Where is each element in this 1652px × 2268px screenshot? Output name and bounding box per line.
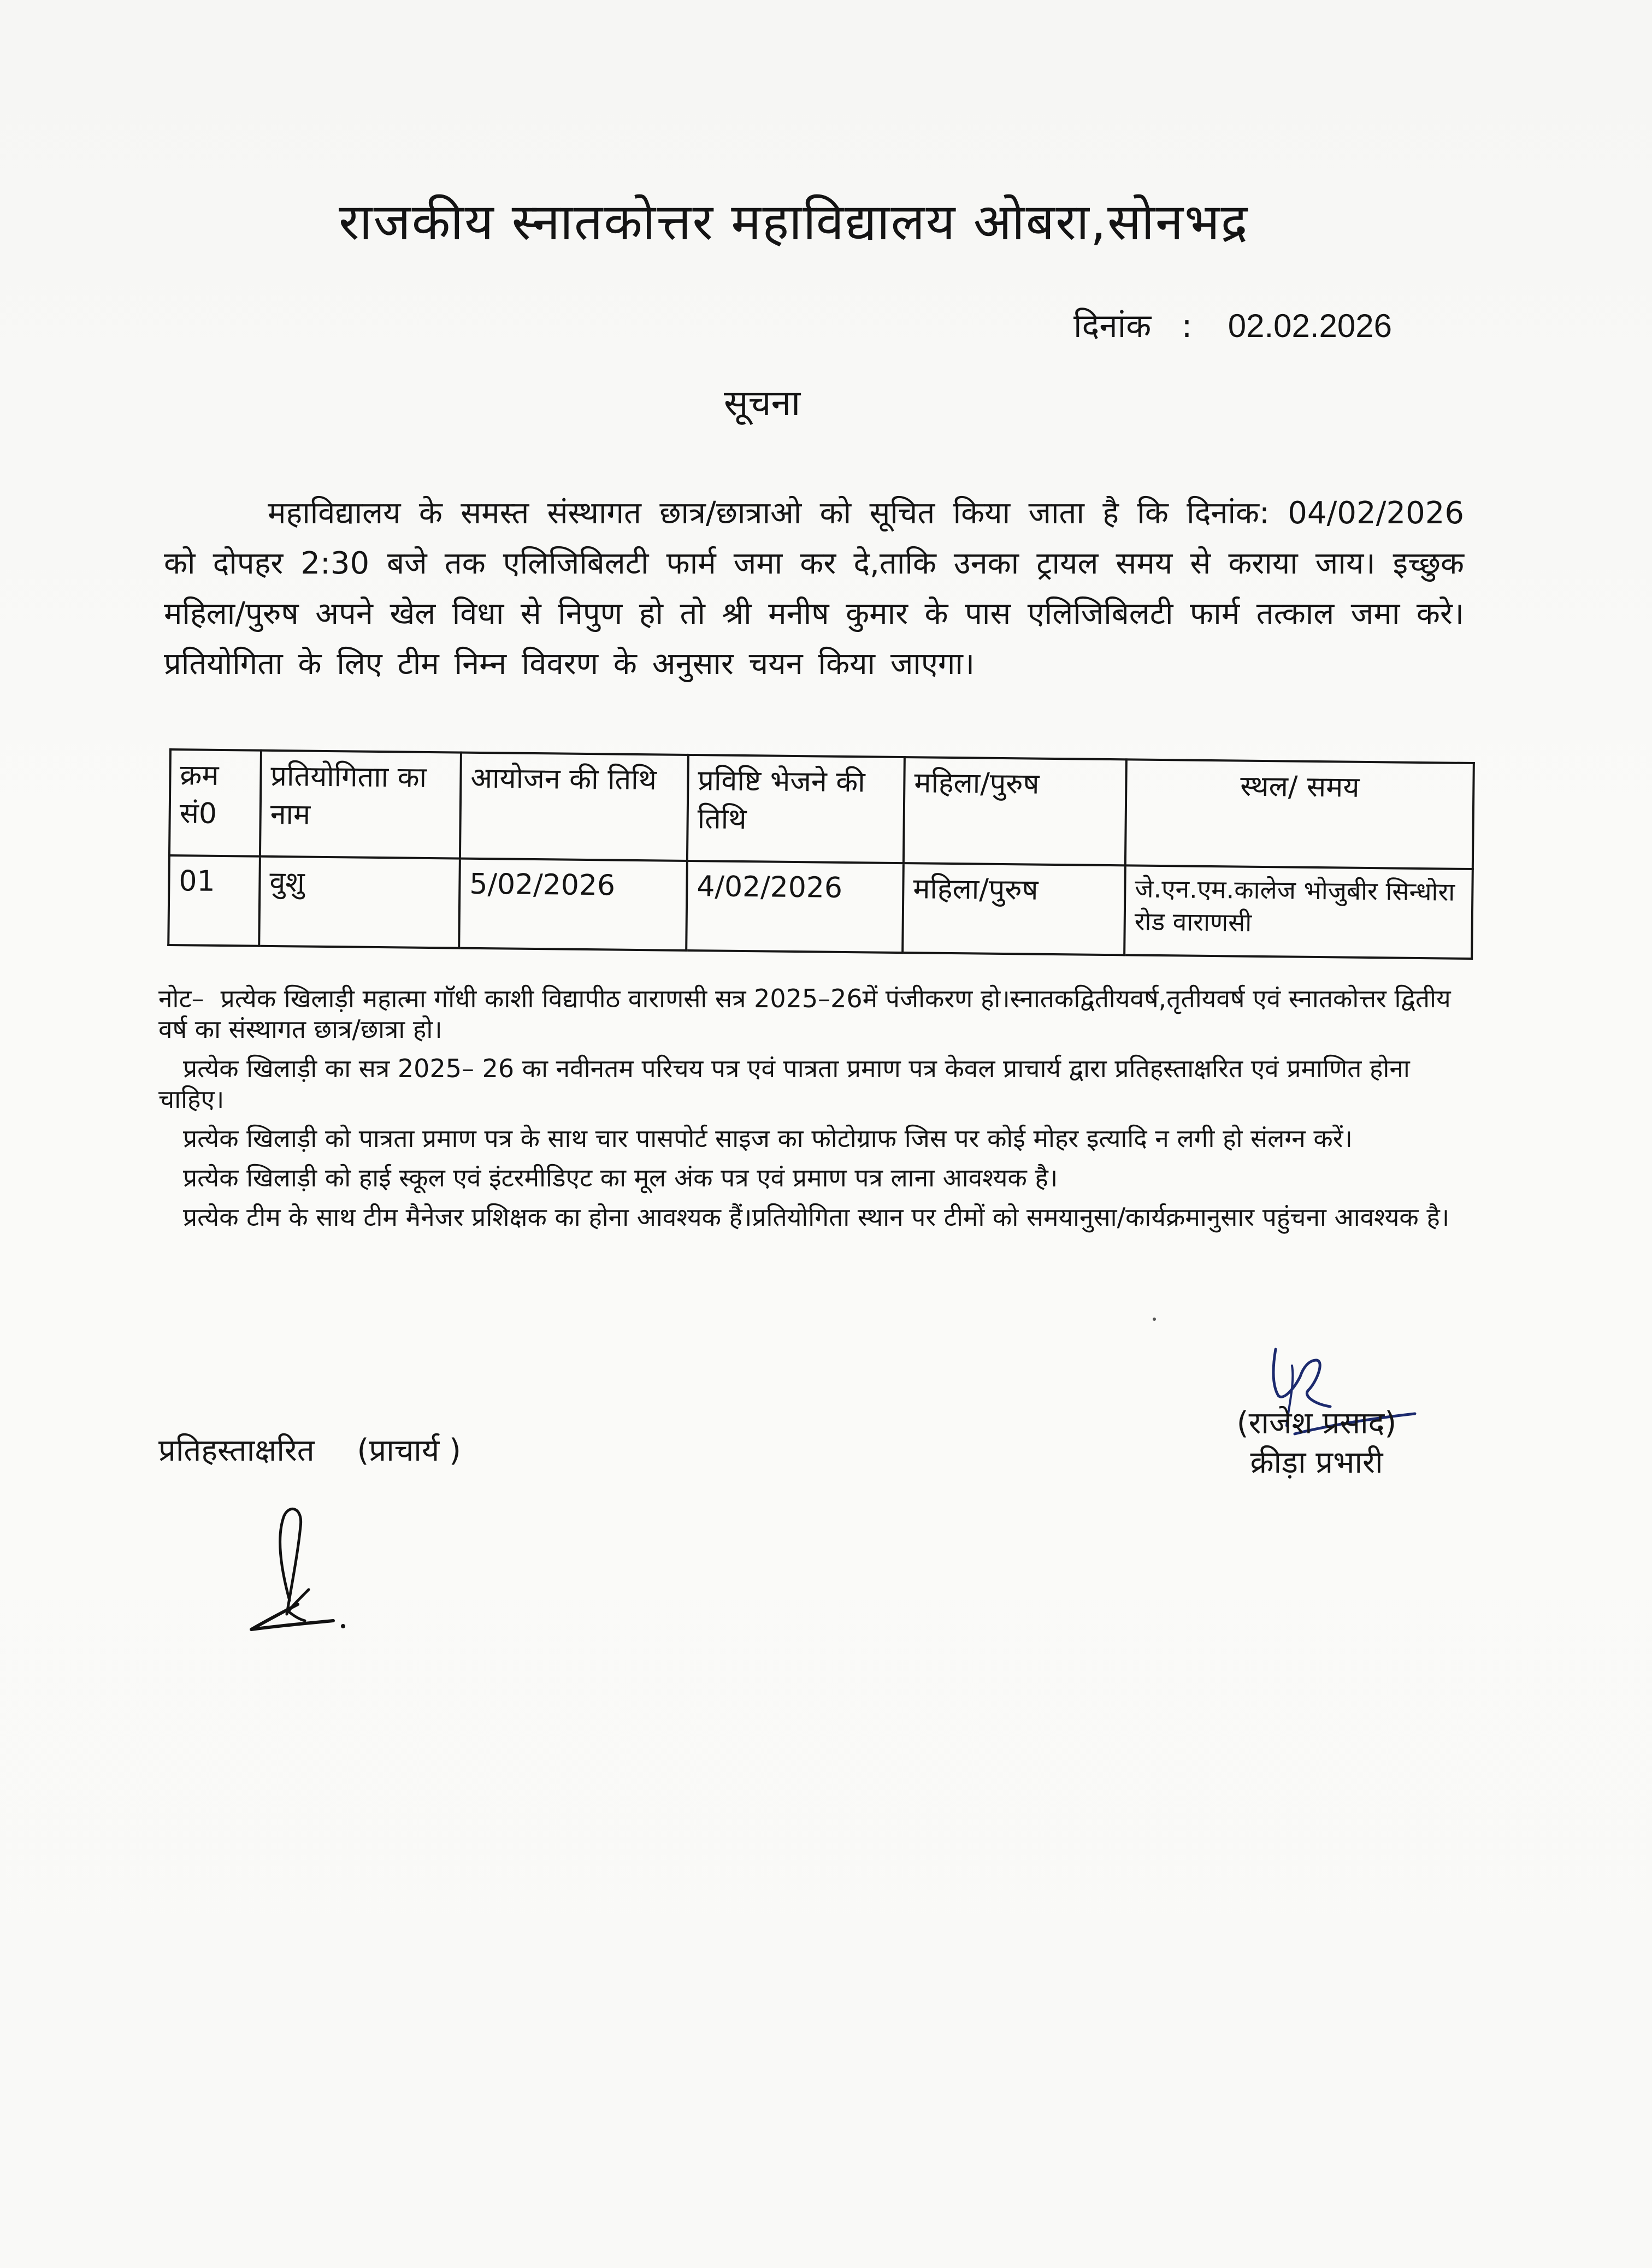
notes-label: नोट–: [158, 984, 204, 1013]
notice-date: [1073, 302, 1392, 347]
notice-heading: सूचना: [724, 382, 801, 424]
principal-role: (प्राचार्य ): [357, 1433, 461, 1468]
sports-incharge-name: (राजेश प्रसाद): [1236, 1405, 1397, 1441]
date-value: 02.02.2026: [1228, 308, 1392, 344]
institution-title: राजकीय स्नातकोत्तर महाविद्यालय ओबरा,सोनभद्र: [339, 193, 1249, 251]
principal-signature: [240, 1505, 371, 1636]
date-label: दिनांक: [1073, 307, 1152, 345]
header-venue: स्थल/ समय: [1125, 759, 1474, 869]
signature-stroke: [1273, 1349, 1330, 1407]
note-text: प्रत्येक खिलाड़ी महात्मा गॉधी काशी विद्यापीठ वाराणसी सत्र 2025–26में पंजीकरण हो।स्नातकद्वितीयवर्ष,तृतीयवर्ष एवं स्नातकोत्तर द्वितीय वर्ष का संस्थागत छात्र/छात्रा हो।: [158, 984, 1451, 1044]
note-item: प्रत्येक खिलाड़ी को हाई स्कूल एवं इंटरमीडिएट का मूल अंक पत्र एवं प्रमाण पत्र लाना आवश्यक है।: [183, 1163, 1058, 1192]
competition-table-wrapper: [169, 748, 1475, 946]
note-item: प्रत्येक खिलाड़ी को पात्रता प्रमाण पत्र के साथ चार पासपोर्ट साइज का फोटोग्राफ जिस पर कोई मोहर इत्यादि न लगी हो संलग्न करें।: [183, 1124, 1353, 1153]
header-serial: क्रम सं0: [169, 749, 261, 857]
countersign-block: [158, 1428, 461, 1470]
paper-speck: [1153, 1318, 1156, 1321]
signature-stroke: [280, 1509, 301, 1614]
sports-incharge-role: क्रीड़ा प्रभारी: [1250, 1445, 1383, 1480]
cell-entry-date: 4/02/2026: [686, 861, 904, 953]
cell-serial: 01: [168, 855, 260, 946]
header-event-date: आयोजन की तिथि: [460, 753, 688, 861]
cell-gender: महिला/पुरुष: [902, 863, 1125, 955]
competition-table: [167, 748, 1475, 960]
signature-dot: [341, 1624, 345, 1628]
header-entry-date: प्रविष्टि भेजने की तिथि: [687, 755, 905, 863]
countersigned-label: प्रतिहस्ताक्षरित: [158, 1433, 315, 1468]
sports-incharge-block: [1207, 1404, 1426, 1483]
note-item: [158, 983, 1480, 1044]
header-gender: महिला/पुरुष: [904, 757, 1126, 865]
header-competition: प्रतियोगिताा का नाम: [260, 751, 461, 859]
note-item: प्रत्येक खिलाड़ी का सत्र 2025– 26 का नवीनतम परिचय पत्र एवं पात्रता प्रमाण पत्र केवल प्राचार्य द्वारा प्रतिहस्ताक्षरित एवं प्रमाणित होना चाहिए।: [158, 1054, 1410, 1114]
notice-body: महाविद्यालय के समस्त संस्थागत छात्र/छात्राओ को सूचित किया जाता है कि दिनांक: 04/02/2026 को दोपहर 2:30 बजे तक एलिजिबिलटी फार्म जमा कर दे,ताकि उनका ट्रायल समय से कराया जाय। इच्छुक महिला/पुरुष अपने खेल विधा से निपुण हो तो श्री मनीष कुमार के पास एलिजिबिलटी फार्म तत्काल जमा करे। प्रतियोगिता के लिए टीम निम्न विवरण के अनुसार चयन किया जाएगा।: [164, 495, 1464, 682]
cell-event-date: 5/02/2026: [459, 859, 687, 950]
date-separator: :: [1181, 307, 1193, 345]
signature-stroke: [251, 1604, 333, 1629]
cell-venue: जे.एन.एम.कालेज भोजुबीर सिन्धोरा रोड वाराणसी: [1124, 865, 1473, 959]
table-row: [168, 855, 1473, 959]
table-header-row: [169, 749, 1474, 869]
cell-competition: वुशु: [259, 857, 460, 948]
note-item: प्रत्येक टीम के साथ टीम मैनेजर प्रशिक्षक का होना आवश्यक हैं।प्रतियोगिता स्थान पर टीमों को समयानुसा/कार्यक्रमानुसार पहुंचना आवश्यक है।: [183, 1202, 1450, 1232]
notes-section: [158, 983, 1480, 1241]
